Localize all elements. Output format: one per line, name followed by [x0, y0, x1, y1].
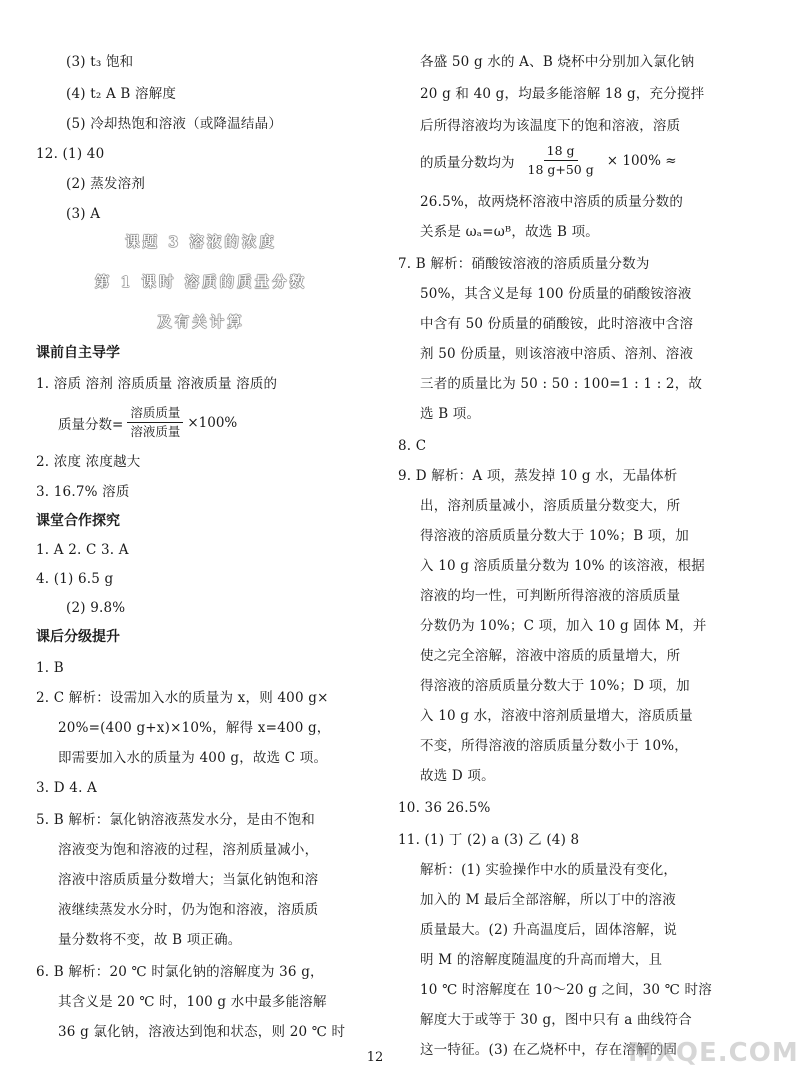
- answer-line: 得溶液的溶质质量分数大于 10%；B 项，加: [420, 528, 689, 544]
- answer-line: 关系是 ωₐ=ωᴮ，故选 B 项。: [420, 224, 599, 240]
- lesson-subtitle-cont: 及有关计算: [157, 314, 245, 331]
- answer-line: 液继续蒸发水分时，仍为饱和溶液，溶质质: [58, 902, 319, 918]
- answer-line: 解析：(1) 实验操作中水的质量没有变化，: [420, 862, 678, 878]
- answer-line: (4) t₂ A B 溶解度: [66, 86, 177, 102]
- answer-line: 1. A 2. C 3. A: [36, 542, 129, 558]
- answer-line: 中含有 50 份质量的硝酸铵，此时溶液中含溶: [420, 316, 694, 332]
- answer-line: 故选 D 项。: [420, 768, 495, 784]
- formula-prefix: 的质量分数均为: [420, 154, 515, 171]
- answer-line: 剂 50 份质量，则该溶液中溶质、溶剂、溶液: [420, 346, 694, 362]
- answer-line: 加入的 M 最后全部溶解，所以丁中的溶液: [420, 892, 676, 908]
- answer-line: 这一特征。(3) 在乙烧杯中，存在溶解的固: [420, 1042, 678, 1058]
- formula-suffix: × 100% ≈: [606, 152, 677, 169]
- answer-line: 50%，其含义是每 100 份质量的硝酸铵溶液: [420, 286, 692, 302]
- answer-line: 解度大于或等于 30 g，图中只有 a 曲线符合: [420, 1012, 692, 1028]
- answer-line: 各盛 50 g 水的 A、B 烧杯中分别加入氯化钠: [420, 54, 695, 70]
- answer-line: 不变，所得溶液的溶质质量分数小于 10%，: [420, 738, 688, 754]
- lesson-title: 课题 3 溶液的浓度: [125, 234, 277, 251]
- answer-line: 3. D 4. A: [36, 780, 98, 796]
- answer-line: 5. B 解析：氯化钠溶液蒸发水分，是由不饱和: [36, 812, 315, 828]
- mass-fraction-formula: [58, 404, 237, 441]
- fraction-expression: [420, 142, 677, 179]
- answer-line: 出，溶剂质量减小，溶质质量分数变大，所: [420, 498, 681, 514]
- fraction-denominator: 溶液质量: [130, 424, 181, 439]
- answer-line: 10. 36 26.5%: [398, 800, 491, 816]
- section-heading: 课后分级提升: [36, 629, 120, 645]
- answer-line: 三者的质量比为 50 : 50 : 100=1 : 1 : 2，故: [420, 376, 703, 392]
- answer-line: 26.5%，故两烧杯溶液中溶质的质量分数的: [420, 194, 684, 210]
- page-number: 12: [366, 1050, 384, 1065]
- formula-prefix: 质量分数=: [58, 416, 124, 433]
- answer-line: 36 g 氯化钠，溶液达到饱和状态，则 20 ℃ 时: [58, 1024, 346, 1040]
- answer-line: 质量最大。(2) 升高温度后，固体溶解，说: [420, 922, 678, 938]
- answer-line: 溶液变为饱和溶液的过程，溶剂质量减小，: [58, 842, 319, 858]
- fraction-denominator: 18 g+50 g: [527, 162, 594, 177]
- answer-line: 2. C 解析：设需加入水的质量为 x，则 400 g×: [36, 690, 329, 706]
- answer-line: 12. (1) 40: [36, 146, 105, 162]
- section-heading: 课前自主导学: [36, 345, 120, 361]
- answer-line: (3) t₃ 饱和: [66, 54, 134, 70]
- answer-line: (2) 蒸发溶剂: [66, 176, 146, 192]
- answer-line: 量分数将不变，故 B 项正确。: [58, 932, 242, 948]
- answer-line: 明 M 的溶解度随温度的升高而增大，且: [420, 952, 663, 968]
- answer-line: 9. D 解析：A 项，蒸发掉 10 g 水，无晶体析: [398, 468, 678, 484]
- answer-line: 3. 16.7% 溶质: [36, 484, 130, 500]
- answer-line: 入 10 g 溶质质量分数为 10% 的该溶液，根据: [420, 558, 705, 574]
- answer-line: 溶液的均一性，可判断所得溶液的溶质质量: [420, 588, 681, 604]
- answer-line: 溶液中溶质质量分数增大；当氯化钠饱和溶: [58, 872, 319, 888]
- section-heading: 课堂合作探究: [36, 513, 120, 529]
- answer-line: 得溶液的溶质质量分数大于 10%；D 项，加: [420, 678, 690, 694]
- answer-line: 20 g 和 40 g，均最多能溶解 18 g，充分搅拌: [420, 86, 705, 102]
- answer-line: 1. B: [36, 660, 64, 676]
- answer-line: 使之完全溶解，溶液中溶质的质量增大，所: [420, 648, 681, 664]
- answer-line: 其含义是 20 ℃ 时，100 g 水中最多能溶解: [58, 994, 327, 1010]
- formula-suffix: ×100%: [187, 414, 238, 431]
- formula-fraction: [525, 142, 597, 179]
- answer-line: (5) 冷却热饱和溶液（或降温结晶）: [66, 116, 283, 132]
- answer-line: 7. B 解析：硝酸铵溶液的溶质质量分数为: [398, 256, 650, 272]
- fraction-numerator: 18 g: [544, 142, 578, 161]
- answer-line: 选 B 项。: [420, 406, 481, 422]
- fraction-numerator: 溶质质量: [127, 404, 183, 423]
- answer-line: 分数仍为 10%；C 项，加入 10 g 固体 M，并: [420, 618, 707, 634]
- watermark-logo: MXQE.COM: [628, 1038, 799, 1068]
- answer-line: 即需要加入水的质量为 400 g，故选 C 项。: [58, 750, 328, 766]
- answer-line: 1. 溶质 溶剂 溶质质量 溶液质量 溶质的: [36, 376, 278, 392]
- answer-line: 4. (1) 6.5 g: [36, 571, 114, 587]
- answer-line: 11. (1) 丁 (2) a (3) 乙 (4) 8: [398, 832, 580, 848]
- answer-line: 20%=(400 g+x)×10%，解得 x=400 g，: [58, 720, 331, 736]
- answer-line: 8. C: [398, 438, 427, 454]
- lesson-subtitle: 第 1 课时 溶质的质量分数: [94, 274, 308, 291]
- answer-line: (2) 9.8%: [66, 600, 126, 616]
- answer-line: (3) A: [66, 206, 101, 222]
- answer-line: 后所得溶液均为该温度下的饱和溶液，溶质: [420, 118, 681, 134]
- formula-fraction: [127, 404, 183, 441]
- answer-line: 6. B 解析：20 ℃ 时氯化钠的溶解度为 36 g，: [36, 964, 324, 980]
- answer-line: 2. 浓度 浓度越大: [36, 454, 141, 470]
- answer-line: 10 ℃ 时溶解度在 10～20 g 之间，30 ℃ 时溶: [420, 982, 712, 998]
- answer-line: 入 10 g 水，溶液中溶剂质量增大，溶质质量: [420, 708, 693, 724]
